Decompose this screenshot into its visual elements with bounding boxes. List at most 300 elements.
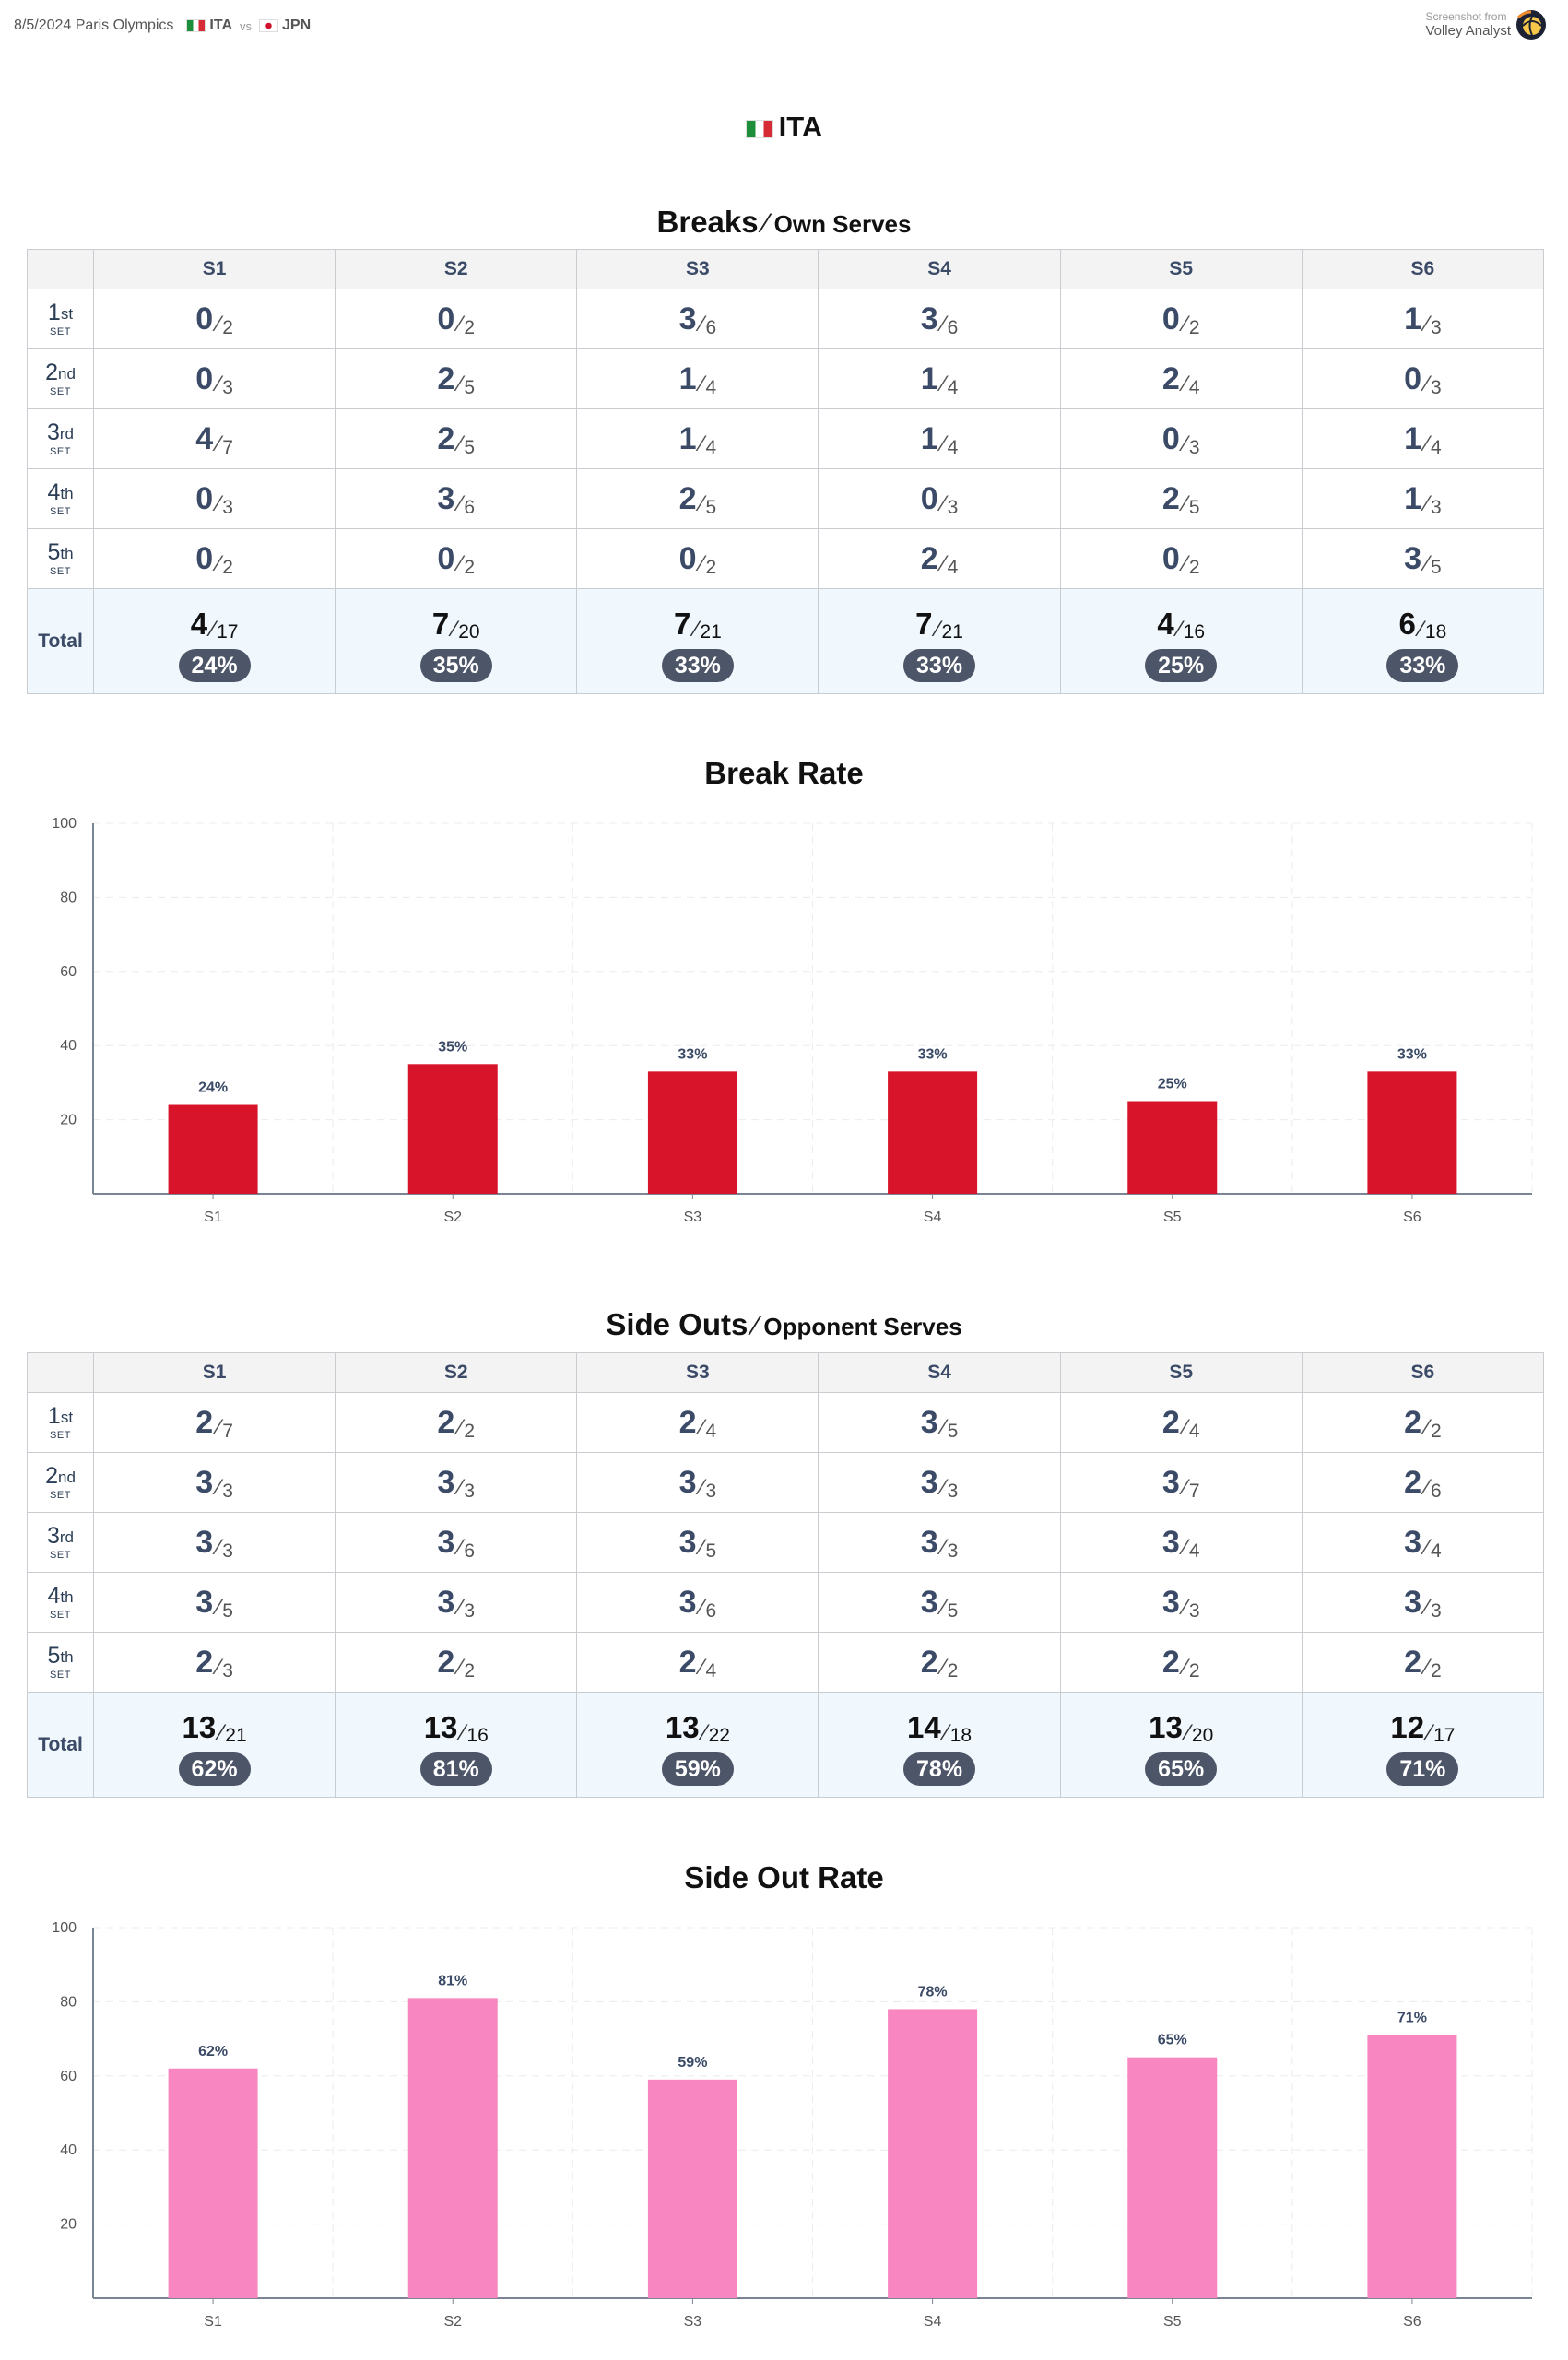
fraction-slash: ⁄ xyxy=(1425,431,1430,456)
fraction xyxy=(195,540,233,578)
percentage-badge: 62% xyxy=(179,1752,251,1786)
fraction-slash: ⁄ xyxy=(700,1414,704,1440)
column-header-rotation: S4 xyxy=(819,1353,1060,1393)
stat-cell xyxy=(336,409,577,469)
fraction-total: 2 xyxy=(947,1659,959,1682)
sideouts-table xyxy=(27,1352,1544,1798)
fraction-slash: ⁄ xyxy=(941,1474,946,1500)
fraction-slash: ⁄ xyxy=(1183,490,1187,516)
fraction xyxy=(437,1464,476,1502)
fraction-total: 4 xyxy=(947,376,959,398)
fraction-slash: ⁄ xyxy=(1425,1654,1430,1680)
percentage-badge: 25% xyxy=(1145,649,1217,682)
set-label xyxy=(28,1513,94,1573)
fraction-won: 3 xyxy=(920,301,938,336)
fraction-total: 3 xyxy=(222,1540,233,1562)
x-tick-label: S6 xyxy=(1403,2314,1421,2330)
fraction-won: 3 xyxy=(1404,1584,1421,1620)
y-tick-label: 20 xyxy=(60,2216,77,2233)
fraction-won: 3 xyxy=(920,1404,938,1440)
sideouts-title-main: Side Outs xyxy=(606,1307,749,1341)
percentage-badge: 33% xyxy=(903,649,975,682)
fraction-total: 2 xyxy=(1431,1420,1442,1442)
stat-cell xyxy=(336,529,577,589)
set-label xyxy=(28,409,94,469)
fraction-won: 2 xyxy=(1161,1644,1180,1680)
fraction-won: 3 xyxy=(678,1524,697,1560)
bar-value-label: 62% xyxy=(198,2043,229,2059)
fraction xyxy=(195,360,233,398)
total-cell xyxy=(94,1693,336,1798)
fraction-won: 3 xyxy=(1161,1524,1180,1560)
breaks-title xyxy=(0,205,1568,240)
bar-value-label: 78% xyxy=(917,1984,948,2000)
column-header-rotation: S5 xyxy=(1060,250,1302,289)
team-title xyxy=(0,111,1568,144)
x-tick-label: S2 xyxy=(443,1210,463,1225)
fraction-won: 1 xyxy=(1404,480,1421,516)
total-fraction xyxy=(1061,607,1302,642)
fraction-slash: ⁄ xyxy=(700,1534,704,1560)
fraction-slash: ⁄ xyxy=(700,550,704,576)
fraction-total: 3 xyxy=(1188,1599,1200,1622)
set-number-suffix: th xyxy=(60,544,74,562)
stat-cell xyxy=(1302,1513,1543,1573)
percentage-badge: 33% xyxy=(662,649,734,682)
set-row xyxy=(28,1633,1544,1693)
fraction xyxy=(1161,1464,1200,1502)
fraction-slash: ⁄ xyxy=(1419,616,1423,642)
set-word: SET xyxy=(50,565,71,577)
fraction-total: 2 xyxy=(1188,316,1200,338)
percentage-badge: 71% xyxy=(1386,1752,1458,1786)
column-header-rotation: S6 xyxy=(1302,1353,1543,1393)
set-word: SET xyxy=(50,1669,71,1681)
fraction-total: 4 xyxy=(1188,376,1200,398)
fraction xyxy=(1404,420,1442,458)
fraction xyxy=(1161,540,1200,578)
fraction xyxy=(920,540,959,578)
fraction-won: 3 xyxy=(920,1464,938,1500)
set-number xyxy=(47,419,74,445)
fraction xyxy=(1404,480,1442,518)
stat-cell xyxy=(577,1633,819,1693)
total-won: 13 xyxy=(182,1709,217,1744)
set-number xyxy=(47,1523,74,1549)
fraction-slash: ⁄ xyxy=(936,616,940,642)
set-label xyxy=(28,289,94,349)
fraction-won: 2 xyxy=(920,1644,938,1680)
bar-value-label: 33% xyxy=(917,1046,948,1063)
total-count: 22 xyxy=(708,1724,730,1746)
fraction-slash: ⁄ xyxy=(217,1474,221,1500)
stat-cell xyxy=(577,529,819,589)
sideouts-title xyxy=(0,1307,1568,1342)
fraction-total: 3 xyxy=(1431,376,1442,398)
fraction-slash: ⁄ xyxy=(1177,616,1182,642)
bar xyxy=(408,1064,498,1194)
stat-cell xyxy=(1302,1453,1543,1513)
fraction-slash: ⁄ xyxy=(1183,1654,1187,1680)
fraction-total: 3 xyxy=(947,1540,959,1562)
percentage-badge: 35% xyxy=(420,649,492,682)
total-label: Total xyxy=(28,1693,94,1798)
fraction xyxy=(920,1584,959,1622)
total-cell xyxy=(336,1693,577,1798)
stat-cell xyxy=(1060,289,1302,349)
fraction-slash: ⁄ xyxy=(1183,311,1187,336)
set-number-value: 4 xyxy=(47,1582,61,1609)
set-number-suffix: rd xyxy=(59,424,75,442)
fraction-total: 4 xyxy=(1188,1420,1200,1442)
bar xyxy=(888,2009,977,2298)
set-number xyxy=(48,1403,73,1429)
stat-cell xyxy=(577,469,819,529)
stat-cell xyxy=(94,1393,336,1453)
total-fraction xyxy=(1303,607,1543,642)
stat-cell xyxy=(1302,349,1543,409)
fraction-slash: ⁄ xyxy=(1183,1534,1187,1560)
fraction-won: 2 xyxy=(678,1644,697,1680)
fraction xyxy=(437,301,476,338)
fraction-total: 4 xyxy=(947,556,959,578)
stat-cell xyxy=(94,1633,336,1693)
fraction-slash: ⁄ xyxy=(458,431,463,456)
set-word: SET xyxy=(50,1549,71,1561)
fraction-slash: ⁄ xyxy=(700,490,704,516)
fraction-slash: ⁄ xyxy=(453,616,457,642)
fraction-won: 3 xyxy=(678,1464,697,1500)
fraction xyxy=(920,1644,959,1682)
fraction-won: 2 xyxy=(1161,1404,1180,1440)
set-number-value: 3 xyxy=(46,1522,60,1549)
set-word: SET xyxy=(50,1489,71,1501)
fraction-total: 3 xyxy=(222,376,233,398)
set-number xyxy=(47,1643,73,1669)
set-number-value: 5 xyxy=(47,1642,61,1669)
bar-value-label: 71% xyxy=(1397,2010,1427,2026)
fraction xyxy=(678,1464,717,1502)
fraction xyxy=(437,420,476,458)
fraction-total: 3 xyxy=(464,1480,476,1502)
total-won: 6 xyxy=(1398,606,1416,641)
fraction-slash: ⁄ xyxy=(217,1654,221,1680)
x-tick-label: S5 xyxy=(1162,1210,1182,1225)
japan-flag-icon xyxy=(259,19,278,32)
fraction-slash: ⁄ xyxy=(458,1654,463,1680)
sideouts-title-sub: Opponent Serves xyxy=(763,1313,962,1340)
set-row xyxy=(28,1453,1544,1513)
fraction xyxy=(1404,360,1442,398)
y-tick-label: 40 xyxy=(60,1038,77,1055)
x-tick-label: S1 xyxy=(204,2314,222,2330)
versus-label: vs xyxy=(240,18,252,33)
sideouts-title-slash: ⁄ xyxy=(753,1311,759,1341)
brand-credit xyxy=(1425,8,1548,41)
stat-cell xyxy=(336,1453,577,1513)
match-header xyxy=(14,15,318,37)
fraction xyxy=(1161,301,1200,338)
stat-cell xyxy=(1302,289,1543,349)
fraction-won: 0 xyxy=(437,301,455,336)
fraction-slash: ⁄ xyxy=(941,550,946,576)
stat-cell xyxy=(94,1453,336,1513)
x-tick-label: S5 xyxy=(1162,2314,1182,2330)
fraction-total: 3 xyxy=(222,1480,233,1502)
fraction-slash: ⁄ xyxy=(1183,431,1187,456)
set-number xyxy=(47,539,73,565)
fraction xyxy=(678,1524,717,1562)
fraction-won: 0 xyxy=(195,301,214,336)
total-won: 13 xyxy=(1149,1709,1183,1744)
column-header-rotation: S3 xyxy=(577,1353,819,1393)
stat-cell xyxy=(336,1513,577,1573)
bar xyxy=(648,2080,737,2298)
fraction-won: 1 xyxy=(1404,301,1421,336)
fraction xyxy=(678,480,717,518)
fraction-slash: ⁄ xyxy=(458,1534,463,1560)
fraction xyxy=(195,1584,233,1622)
total-count: 18 xyxy=(1424,620,1447,643)
fraction-slash: ⁄ xyxy=(1183,1474,1187,1500)
total-cell xyxy=(1060,589,1302,694)
fraction-won: 0 xyxy=(678,540,697,576)
total-won: 4 xyxy=(1157,606,1174,641)
fraction-won: 1 xyxy=(678,360,697,396)
fraction-slash: ⁄ xyxy=(700,1654,704,1680)
total-fraction xyxy=(336,1710,576,1745)
fraction-slash: ⁄ xyxy=(941,1414,946,1440)
fraction-won: 4 xyxy=(195,420,214,456)
total-won: 4 xyxy=(190,606,208,641)
fraction-total: 3 xyxy=(464,1599,476,1622)
fraction-slash: ⁄ xyxy=(1183,371,1187,396)
stat-cell xyxy=(336,289,577,349)
fraction-slash: ⁄ xyxy=(1425,1534,1430,1560)
stat-cell xyxy=(1302,529,1543,589)
total-count: 21 xyxy=(225,1724,247,1746)
stat-cell xyxy=(336,1633,577,1693)
total-row xyxy=(28,589,1544,694)
fraction-won: 1 xyxy=(1404,420,1421,456)
side-out-rate-title xyxy=(0,1860,1568,1895)
set-number-suffix: th xyxy=(60,1647,74,1666)
corner-cell xyxy=(28,1353,94,1393)
fraction-slash: ⁄ xyxy=(944,1719,949,1745)
fraction-slash: ⁄ xyxy=(458,550,463,576)
fraction-won: 3 xyxy=(920,1584,938,1620)
stat-cell xyxy=(94,469,336,529)
side-out-rate-title-text: Side Out Rate xyxy=(684,1860,884,1894)
fraction-slash: ⁄ xyxy=(1425,371,1430,396)
stat-cell xyxy=(819,1633,1060,1693)
fraction-slash: ⁄ xyxy=(217,1594,221,1620)
fraction xyxy=(920,1464,959,1502)
x-tick-label: S3 xyxy=(683,1210,702,1225)
total-won: 14 xyxy=(907,1709,941,1744)
column-header-rotation: S1 xyxy=(94,250,336,289)
set-row xyxy=(28,1393,1544,1453)
y-tick-label: 20 xyxy=(60,1112,77,1128)
fraction-slash: ⁄ xyxy=(458,1414,463,1440)
fraction xyxy=(1161,1524,1200,1562)
set-word: SET xyxy=(50,1429,71,1441)
fraction-total: 2 xyxy=(222,316,233,338)
fraction xyxy=(195,1644,233,1682)
set-row xyxy=(28,1513,1544,1573)
fraction-total: 5 xyxy=(464,376,476,398)
fraction-slash: ⁄ xyxy=(217,1534,221,1560)
fraction xyxy=(437,540,476,578)
fraction-won: 0 xyxy=(1161,301,1180,336)
stat-cell xyxy=(94,409,336,469)
y-tick-label: 80 xyxy=(60,1994,77,2011)
fraction-won: 0 xyxy=(437,540,455,576)
fraction-total: 6 xyxy=(705,316,717,338)
fraction-won: 3 xyxy=(1404,1524,1421,1560)
set-label xyxy=(28,1573,94,1633)
fraction-slash: ⁄ xyxy=(1425,1414,1430,1440)
bar-value-label: 33% xyxy=(1397,1046,1427,1063)
fraction-slash: ⁄ xyxy=(1185,1719,1190,1745)
team-title-text: ITA xyxy=(778,111,823,143)
fraction-won: 3 xyxy=(1161,1464,1180,1500)
fraction-slash: ⁄ xyxy=(700,311,704,336)
brand-name: Volley Analyst xyxy=(1425,23,1511,39)
fraction xyxy=(678,540,717,578)
fraction-won: 2 xyxy=(920,540,938,576)
set-number-value: 2 xyxy=(45,359,58,385)
fraction-total: 6 xyxy=(1431,1480,1442,1502)
bar xyxy=(1367,2036,1456,2298)
stat-cell xyxy=(819,289,1060,349)
fraction-total: 3 xyxy=(1188,436,1200,458)
set-number xyxy=(48,300,73,325)
fraction-won: 2 xyxy=(437,420,455,456)
stat-cell xyxy=(94,349,336,409)
fraction-total: 4 xyxy=(705,1659,717,1682)
fraction-total: 5 xyxy=(705,496,717,518)
set-row xyxy=(28,349,1544,409)
fraction-total: 4 xyxy=(705,1420,717,1442)
fraction xyxy=(920,360,959,398)
fraction xyxy=(1404,1584,1442,1622)
x-tick-label: S4 xyxy=(923,1210,942,1225)
fraction-won: 3 xyxy=(437,1464,455,1500)
break-rate-title-text: Break Rate xyxy=(704,756,864,790)
fraction-won: 3 xyxy=(195,1584,214,1620)
set-number-value: 5 xyxy=(47,538,61,565)
fraction-slash: ⁄ xyxy=(217,371,221,396)
fraction-slash: ⁄ xyxy=(217,311,221,336)
set-row xyxy=(28,1573,1544,1633)
fraction-won: 1 xyxy=(920,420,938,456)
fraction-slash: ⁄ xyxy=(458,1594,463,1620)
set-row xyxy=(28,409,1544,469)
fraction-won: 2 xyxy=(437,1404,455,1440)
stat-cell xyxy=(819,349,1060,409)
fraction-total: 2 xyxy=(1431,1659,1442,1682)
header-row xyxy=(28,250,1544,289)
bar xyxy=(408,1998,498,2298)
fraction-won: 1 xyxy=(678,420,697,456)
fraction xyxy=(1161,1404,1200,1442)
set-label xyxy=(28,529,94,589)
set-number-value: 3 xyxy=(46,419,60,445)
fraction-slash: ⁄ xyxy=(1425,490,1430,516)
set-word: SET xyxy=(50,505,71,517)
fraction-total: 3 xyxy=(947,1480,959,1502)
column-header-rotation: S2 xyxy=(336,1353,577,1393)
fraction-won: 0 xyxy=(1161,420,1180,456)
fraction-won: 3 xyxy=(437,1584,455,1620)
italy-flag-icon xyxy=(186,19,206,32)
total-count: 20 xyxy=(1191,1724,1214,1746)
total-fraction xyxy=(94,1710,335,1745)
x-tick-label: S3 xyxy=(683,2314,702,2330)
fraction xyxy=(1161,1644,1200,1682)
stat-cell xyxy=(1302,1573,1543,1633)
stat-cell xyxy=(1060,1453,1302,1513)
home-team: ITA xyxy=(209,18,232,33)
bar xyxy=(1367,1071,1456,1194)
fraction-won: 3 xyxy=(678,301,697,336)
total-row xyxy=(28,1693,1544,1798)
fraction xyxy=(920,301,959,338)
fraction-slash: ⁄ xyxy=(1425,1594,1430,1620)
fraction-total: 2 xyxy=(1188,556,1200,578)
bar xyxy=(169,1105,258,1194)
fraction xyxy=(437,1524,476,1562)
fraction-total: 3 xyxy=(222,1659,233,1682)
fraction-total: 4 xyxy=(705,376,717,398)
fraction-total: 2 xyxy=(705,556,717,578)
fraction-won: 3 xyxy=(678,1584,697,1620)
side-out-rate-chart xyxy=(0,1906,1568,2330)
set-number-value: 1 xyxy=(47,1402,61,1429)
fraction-slash: ⁄ xyxy=(217,431,221,456)
set-number xyxy=(45,360,76,385)
total-label: Total xyxy=(28,589,94,694)
fraction-total: 3 xyxy=(1431,316,1442,338)
set-number-suffix: nd xyxy=(57,1468,76,1486)
set-word: SET xyxy=(50,445,71,457)
volley-analyst-logo-icon xyxy=(1515,8,1548,41)
fraction-total: 2 xyxy=(464,316,476,338)
fraction-won: 3 xyxy=(1404,540,1421,576)
fraction-total: 2 xyxy=(464,556,476,578)
total-count: 20 xyxy=(458,620,480,643)
set-row xyxy=(28,469,1544,529)
fraction-slash: ⁄ xyxy=(458,371,463,396)
fraction-slash: ⁄ xyxy=(1425,1474,1430,1500)
total-fraction xyxy=(819,607,1059,642)
fraction-won: 0 xyxy=(195,540,214,576)
set-label xyxy=(28,469,94,529)
breaks-table xyxy=(27,249,1544,694)
fraction-won: 0 xyxy=(1404,360,1421,396)
fraction xyxy=(195,420,233,458)
stat-cell xyxy=(1302,1633,1543,1693)
total-fraction xyxy=(94,607,335,642)
stat-cell xyxy=(819,1453,1060,1513)
bar-value-label: 35% xyxy=(438,1039,468,1056)
fraction-slash: ⁄ xyxy=(941,431,946,456)
stat-cell xyxy=(577,1453,819,1513)
total-count: 21 xyxy=(941,620,963,643)
set-row xyxy=(28,289,1544,349)
fraction xyxy=(195,1464,233,1502)
